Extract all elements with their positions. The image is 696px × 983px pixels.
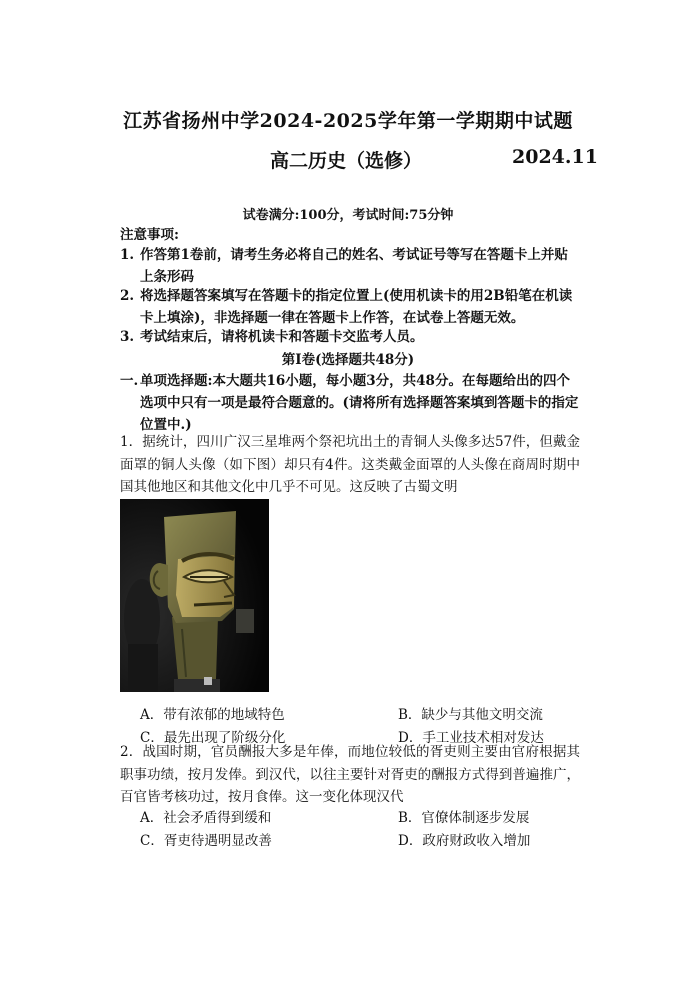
notice-item-number: 3. (120, 329, 135, 345)
notice-item-number: 1. (120, 247, 135, 263)
exam-info: 试卷满分:100分，考试时间:75分钟 (242, 208, 454, 223)
notice-item (120, 244, 580, 288)
bronze-head-icon (120, 499, 269, 692)
question-stem: 1．据统计，四川广汉三星堆两个祭祀坑出土的青铜人头像多达57件，但戴金面罩的铜人头像（如下图）却只有4件。这类戴金面罩的人头像在商周时期中国其他地区和其他文化中几乎不可见。这反映了古蜀文明 (120, 434, 580, 495)
question-stem: 2．战国时期，官员酬报大多是年俸，而地位较低的胥吏则主要由官府根据其职事功绩，按月发俸。到汉代，以往主要针对胥吏的酬报方式得到普遍推广，百官皆考核功过，按月食俸。这一变化体现汉代 (120, 744, 580, 805)
option-a: A．带有浓郁的地域特色 (140, 707, 285, 723)
option-b: B．缺少与其他文明交流 (398, 707, 543, 723)
notice-item-text: 将选择题答案填写在答题卡的指定位置上(使用机读卡的用2B铅笔在机读卡上填涂)，非选择题一律在答题卡上作答，在试卷上答题无效。 (140, 288, 573, 326)
notice-item-text: 作答第1卷前，请考生务必将自己的姓名、考试证号等写在答题卡上并贴上条形码 (140, 247, 568, 285)
exam-date: 2024.11 (512, 146, 598, 168)
option-c: C．胥吏待遇明显改善 (140, 833, 272, 849)
notice-item (120, 326, 580, 348)
exam-title: 江苏省扬州中学2024-2025学年第一学期期中试题 (123, 110, 573, 132)
notice-item-text: 考试结束后，请将机读卡和答题卡交监考人员。 (140, 329, 424, 345)
section-instruction: 单项选择题:本大题共16小题，每小题3分，共48分。在每题给出的四个选项中只有一项是最符合题意的。(请将所有选择题答案填到答题卡的指定位置中.) (140, 373, 579, 433)
bronze-mask-photo (120, 499, 269, 692)
section-number: 一. (120, 373, 139, 389)
option-c: C．最先出现了阶级分化 (140, 730, 286, 746)
section-instruction-block (120, 370, 580, 436)
option-d: D．政府财政收入增加 (398, 833, 531, 849)
option-d: D．手工业技术相对发达 (398, 730, 544, 746)
exam-subtitle: 高二历史（选修） (270, 150, 423, 172)
notice-item-number: 2. (120, 288, 135, 304)
option-b: B．官僚体制逐步发展 (398, 810, 530, 826)
section-heading: 第Ⅰ卷(选择题共48分) (281, 352, 415, 368)
option-a: A．社会矛盾得到缓和 (140, 810, 272, 826)
notice-heading: 注意事项: (120, 227, 179, 243)
notice-item (120, 285, 580, 329)
